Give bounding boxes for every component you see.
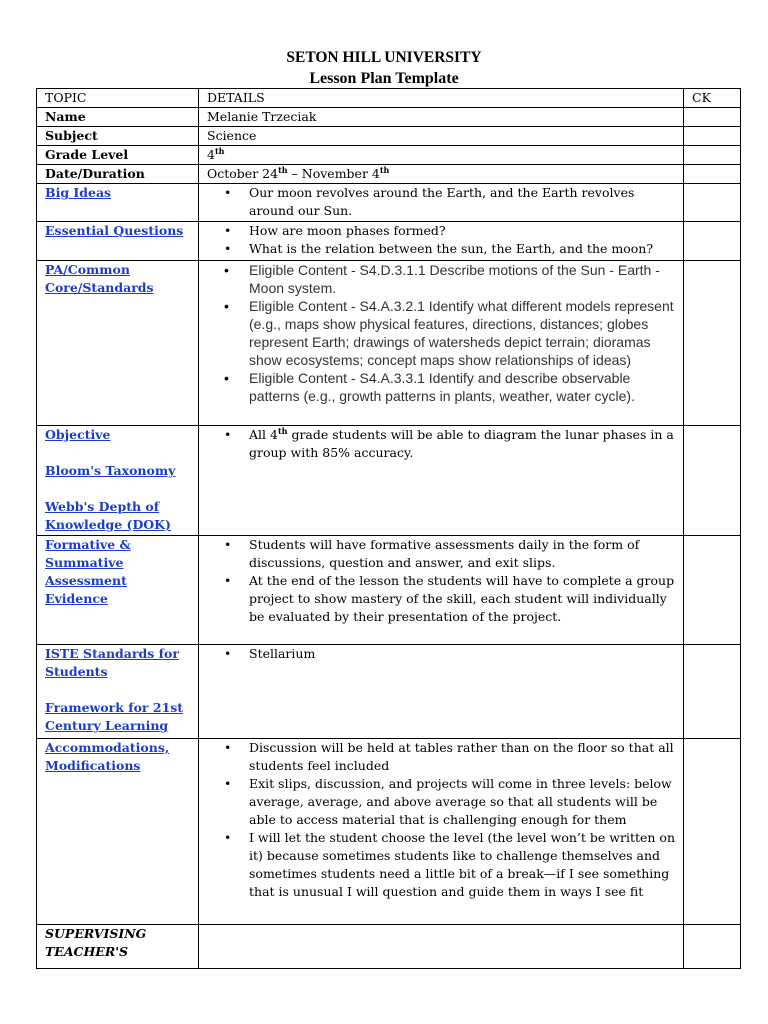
ck-header: CK: [684, 89, 741, 108]
date-end-suffix: th: [379, 165, 390, 175]
assessment-row: [37, 536, 741, 645]
objective-text-b: grade students will be able to diagram the lunar phases in a group with 85% accuracy.: [249, 427, 674, 460]
list-item: • Eligible Content - S4.A.3.3.1 Identify and describe observable patterns (e.g., growth patterns in plants, weather, water cycle).: [249, 369, 679, 405]
ck-cell: [684, 925, 741, 969]
standards-row: [37, 261, 741, 426]
iste-row: [37, 645, 741, 739]
template-title: Lesson Plan Template: [309, 70, 459, 87]
accommodations-link[interactable]: Accommodations, Modifications: [45, 740, 170, 773]
subject-row: [37, 127, 741, 146]
grade-number: 4: [207, 147, 215, 162]
list-item: • Our moon revolves around the Earth, and the Earth revolves around our Sun.: [249, 184, 679, 220]
list-item: [249, 426, 679, 462]
topic-header: TOPIC: [37, 89, 199, 108]
lesson-plan-table: [36, 88, 741, 969]
list-item: • Eligible Content - S4.A.3.2.1 Identify what different models represent (e.g., maps show physical features, directions, distances; globes represent Earth; drawings of watersheds depict terrain; dioramas show ecosystems; concept maps show relationships of ideas): [249, 297, 679, 369]
date-start: October 24: [207, 166, 279, 181]
blooms-taxonomy-link[interactable]: Bloom's Taxonomy: [45, 463, 176, 478]
date-value: [199, 165, 684, 184]
subject-value: Science: [199, 127, 684, 146]
iste-standards-link[interactable]: ISTE Standards for Students: [45, 646, 179, 679]
date-row: [37, 165, 741, 184]
supervising-value: [199, 925, 684, 969]
big-ideas-list: [207, 184, 679, 220]
name-row: [37, 108, 741, 127]
ck-cell: [684, 127, 741, 146]
name-label: Name: [37, 108, 199, 127]
accommodations-list: [207, 739, 679, 901]
list-item: • Stellarium: [249, 645, 679, 663]
grade-label: Grade Level: [37, 146, 199, 165]
list-item: • Discussion will be held at tables rather than on the floor so that all students feel included: [249, 739, 679, 775]
supervising-row: [37, 925, 741, 969]
table-header-row: [37, 89, 741, 108]
university-title: SETON HILL UNIVERSITY: [286, 49, 482, 66]
objective-link[interactable]: Objective: [45, 427, 111, 442]
list-item: • What is the relation between the sun, the Earth, and the moon?: [249, 240, 679, 258]
objective-text-a: All 4: [249, 427, 278, 442]
webbs-dok-link[interactable]: Webb's Depth of Knowledge (DOK): [45, 499, 171, 532]
objective-suffix: th: [277, 426, 288, 436]
list-item: • How are moon phases formed?: [249, 222, 679, 240]
framework-21st-link[interactable]: Framework for 21st Century Learning: [45, 700, 184, 733]
name-value: Melanie Trzeciak: [199, 108, 684, 127]
ck-cell: [684, 108, 741, 127]
ck-cell: [684, 222, 741, 261]
date-label: Date/Duration: [37, 165, 199, 184]
date-end: – November 4: [287, 166, 380, 181]
date-start-suffix: th: [278, 165, 288, 175]
list-item: • I will let the student choose the level (the level won’t be written on it) because sometimes students like to challenge themselves and sometimes students need a little bit of a break—if I see something that is unusual I will question and guide them in ways I see fit: [249, 829, 679, 901]
essential-questions-list: [207, 222, 679, 258]
list-item: • At the end of the lesson the students will have to complete a group project to show mastery of the skill, each student will individually be evaluated by their presentation of the project.: [249, 572, 679, 626]
grade-row: [37, 146, 741, 165]
ck-cell: [684, 426, 741, 536]
ck-cell: [684, 146, 741, 165]
subject-label: Subject: [37, 127, 199, 146]
objective-list: [207, 426, 679, 462]
ck-cell: [684, 645, 741, 739]
list-item: • Students will have formative assessments daily in the form of discussions, question and answer, and exit slips.: [249, 536, 679, 572]
ck-cell: [684, 739, 741, 925]
list-item: • Exit slips, discussion, and projects will come in three levels: below average, average, and above average so that all students will be able to access material that is challenging enough for them: [249, 775, 679, 829]
accommodations-row: [37, 739, 741, 925]
essential-questions-row: [37, 222, 741, 261]
grade-suffix: th: [214, 146, 225, 156]
grade-value: [199, 146, 684, 165]
iste-list: [207, 645, 679, 663]
big-ideas-row: [37, 184, 741, 222]
big-ideas-link[interactable]: Big Ideas: [45, 185, 112, 200]
objective-row: [37, 426, 741, 536]
details-header: DETAILS: [199, 89, 684, 108]
standards-list: [207, 261, 679, 405]
ck-cell: [684, 184, 741, 222]
assessment-link[interactable]: Formative & Summative Assessment Evidence: [45, 537, 131, 606]
standards-link[interactable]: PA/Common Core/Standards: [45, 262, 154, 295]
list-item: • Eligible Content - S4.D.3.1.1 Describe motions of the Sun - Earth - Moon system.: [249, 261, 679, 297]
essential-questions-link[interactable]: Essential Questions: [45, 223, 184, 238]
assessment-list: [207, 536, 679, 626]
supervising-label: SUPERVISING TEACHER'S: [37, 925, 199, 969]
ck-cell: [684, 536, 741, 645]
ck-cell: [684, 261, 741, 426]
ck-cell: [684, 165, 741, 184]
